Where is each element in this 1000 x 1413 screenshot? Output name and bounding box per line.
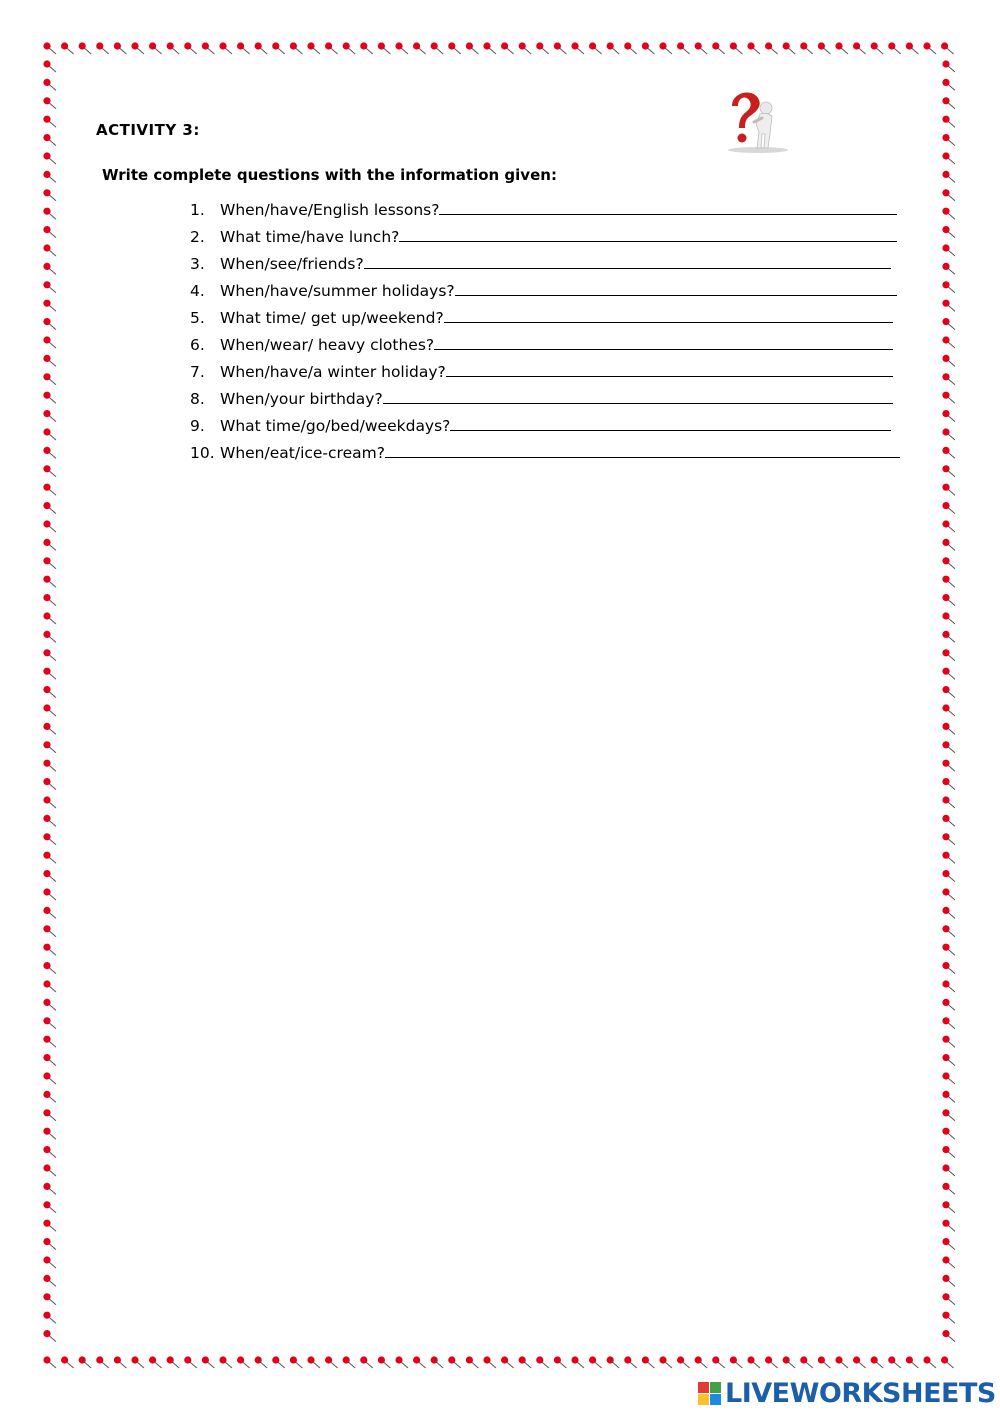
lollipop-icon	[942, 925, 955, 937]
lollipop-icon	[43, 815, 56, 827]
lollipop-icon	[571, 42, 584, 54]
lollipop-icon	[43, 226, 56, 238]
lollipop-icon	[290, 42, 303, 54]
lollipop-icon	[800, 42, 813, 54]
question-prompt: When/eat/ice-cream?	[220, 444, 385, 462]
lollipop-icon	[61, 1356, 74, 1368]
question-number: 8.	[190, 390, 205, 408]
lollipop-icon	[942, 1183, 955, 1195]
logo-blocks-icon	[698, 1382, 721, 1405]
lollipop-icon	[378, 1356, 391, 1368]
lollipop-icon	[942, 686, 955, 698]
lollipop-icon	[43, 1109, 56, 1121]
lollipop-icon	[43, 612, 56, 624]
answer-line[interactable]	[455, 294, 897, 296]
lollipop-icon	[942, 796, 955, 808]
lollipop-icon	[149, 1356, 162, 1368]
lollipop-icon	[942, 1072, 955, 1084]
activity-heading: ACTIVITY 3:	[96, 121, 200, 139]
lollipop-icon	[237, 42, 250, 54]
lollipop-icon	[43, 1330, 56, 1342]
lollipop-icon	[43, 1183, 56, 1195]
lollipop-icon	[290, 1356, 303, 1368]
lollipop-icon	[43, 888, 56, 900]
lollipop-icon	[942, 760, 955, 772]
lollipop-icon	[942, 171, 955, 183]
lollipop-icon	[43, 502, 56, 514]
lollipop-icon	[448, 42, 461, 54]
lollipop-icon	[43, 557, 56, 569]
lollipop-icon	[942, 815, 955, 827]
lollipop-icon	[942, 1293, 955, 1305]
lollipop-icon	[307, 42, 320, 54]
lollipop-icon	[43, 907, 56, 919]
question-item-6	[190, 327, 902, 354]
lollipop-icon	[43, 116, 56, 128]
lollipop-icon	[942, 999, 955, 1011]
question-item-1	[190, 192, 902, 219]
lollipop-icon	[43, 1256, 56, 1268]
question-prompt: When/have/English lessons?	[220, 201, 440, 219]
lollipop-icon	[607, 1356, 620, 1368]
lollipop-icon	[466, 1356, 479, 1368]
lollipop-icon	[712, 42, 725, 54]
lollipop-icon	[942, 1275, 955, 1287]
lollipop-icon	[942, 668, 955, 680]
lollipop-icon	[942, 888, 955, 900]
lollipop-icon	[43, 594, 56, 606]
lollipop-icon	[624, 42, 637, 54]
lollipop-icon	[942, 778, 955, 790]
lollipop-icon	[43, 1146, 56, 1158]
lollipop-icon	[835, 1356, 848, 1368]
lollipop-icon	[571, 1356, 584, 1368]
lollipop-icon	[43, 1164, 56, 1176]
lollipop-icon	[783, 1356, 796, 1368]
lollipop-icon	[942, 189, 955, 201]
lollipop-icon	[184, 1356, 197, 1368]
question-number: 9.	[190, 417, 205, 435]
lollipop-icon	[43, 962, 56, 974]
lollipop-icon	[642, 1356, 655, 1368]
lollipop-icon	[783, 42, 796, 54]
lollipop-icon	[43, 539, 56, 551]
lollipop-icon	[43, 1036, 56, 1048]
lollipop-icon	[43, 870, 56, 882]
lollipop-icon	[906, 42, 919, 54]
lollipop-icon	[536, 42, 549, 54]
lollipop-icon	[43, 1072, 56, 1084]
lollipop-icon	[942, 520, 955, 532]
lollipop-icon	[43, 1293, 56, 1305]
question-item-7	[190, 354, 902, 381]
lollipop-icon	[589, 42, 602, 54]
question-number: 1.	[190, 201, 205, 219]
lollipop-icon	[589, 1356, 602, 1368]
lollipop-icon	[43, 1275, 56, 1287]
lollipop-icon	[167, 42, 180, 54]
lollipop-icon	[747, 1356, 760, 1368]
question-prompt: What time/go/bed/weekdays?	[220, 417, 451, 435]
lollipop-icon	[43, 134, 56, 146]
lollipop-icon	[43, 668, 56, 680]
lollipop-icon	[43, 760, 56, 772]
answer-line[interactable]	[399, 240, 897, 242]
logo-block	[710, 1382, 721, 1393]
question-item-8	[190, 381, 902, 408]
lollipop-icon	[43, 428, 56, 440]
logo-block	[698, 1394, 709, 1405]
lollipop-icon	[360, 42, 373, 54]
lollipop-icon	[942, 1128, 955, 1140]
question-prompt: When/see/friends?	[220, 255, 364, 273]
lollipop-icon	[695, 42, 708, 54]
lollipop-icon	[942, 907, 955, 919]
lollipop-icon	[942, 1201, 955, 1213]
lollipop-icon	[167, 1356, 180, 1368]
lollipop-icon	[395, 1356, 408, 1368]
lollipop-icon	[942, 723, 955, 735]
lollipop-icon	[942, 612, 955, 624]
question-prompt: When/have/summer holidays?	[220, 282, 455, 300]
lollipop-icon	[941, 1356, 954, 1368]
question-prompt: When/have/a winter holiday?	[220, 363, 446, 381]
lollipop-icon	[43, 42, 56, 54]
lollipop-icon	[659, 42, 672, 54]
question-list	[190, 192, 902, 462]
lollipop-icon	[942, 1256, 955, 1268]
answer-line[interactable]	[383, 402, 893, 404]
instruction-text: Write complete questions with the information given:	[102, 166, 557, 184]
lollipop-icon	[942, 484, 955, 496]
lollipop-icon	[43, 189, 56, 201]
question-number: 7.	[190, 363, 205, 381]
answer-line[interactable]	[364, 267, 891, 269]
question-number: 6.	[190, 336, 205, 354]
lollipop-icon	[942, 244, 955, 256]
lollipop-icon	[202, 42, 215, 54]
lollipop-icon	[942, 1312, 955, 1324]
lollipop-icon	[43, 373, 56, 385]
lollipop-icon	[255, 1356, 268, 1368]
lollipop-icon	[942, 576, 955, 588]
lollipop-icon	[448, 1356, 461, 1368]
lollipop-icon	[43, 1356, 56, 1368]
lollipop-icon	[43, 392, 56, 404]
lollipop-icon	[114, 1356, 127, 1368]
lollipop-icon	[43, 465, 56, 477]
lollipop-icon	[43, 1220, 56, 1232]
question-item-3	[190, 246, 902, 273]
lollipop-icon	[942, 870, 955, 882]
question-prompt: What time/have lunch?	[220, 228, 400, 246]
lollipop-icon	[43, 649, 56, 661]
lollipop-icon	[43, 704, 56, 716]
answer-line[interactable]	[439, 213, 897, 215]
lollipop-icon	[131, 1356, 144, 1368]
lollipop-icon	[942, 1146, 955, 1158]
lollipop-icon	[659, 1356, 672, 1368]
lollipop-icon	[395, 42, 408, 54]
question-mark-figure-icon	[718, 84, 794, 154]
lollipop-icon	[43, 447, 56, 459]
lollipop-icon	[942, 392, 955, 404]
lollipop-icon	[942, 1091, 955, 1103]
lollipop-icon	[43, 97, 56, 109]
question-prompt: When/your birthday?	[220, 390, 383, 408]
question-item-10	[190, 435, 902, 462]
lollipop-icon	[519, 42, 532, 54]
lollipop-icon	[818, 1356, 831, 1368]
lollipop-icon	[219, 42, 232, 54]
lollipop-icon	[79, 42, 92, 54]
lollipop-icon	[677, 1356, 690, 1368]
lollipop-icon	[272, 1356, 285, 1368]
lollipop-icon	[272, 42, 285, 54]
lollipop-icon	[765, 1356, 778, 1368]
lollipop-icon	[43, 778, 56, 790]
lollipop-icon	[942, 649, 955, 661]
lollipop-icon	[871, 42, 884, 54]
lollipop-icon	[942, 410, 955, 422]
question-number: 5.	[190, 309, 205, 327]
lollipop-icon	[114, 42, 127, 54]
lollipop-icon	[942, 962, 955, 974]
lollipop-icon	[43, 631, 56, 643]
lollipop-icon	[325, 42, 338, 54]
lollipop-icon	[942, 336, 955, 348]
lollipop-icon	[942, 557, 955, 569]
lollipop-icon	[942, 373, 955, 385]
lollipop-icon	[43, 171, 56, 183]
question-number: 3.	[190, 255, 205, 273]
lollipop-icon	[942, 208, 955, 220]
question-number: 2.	[190, 228, 205, 246]
lollipop-icon	[942, 318, 955, 330]
lollipop-icon	[888, 1356, 901, 1368]
lollipop-icon	[536, 1356, 549, 1368]
lollipop-icon	[941, 42, 954, 54]
lollipop-icon	[942, 281, 955, 293]
lollipop-icon	[43, 741, 56, 753]
lollipop-icon	[942, 704, 955, 716]
lollipop-icon	[695, 1356, 708, 1368]
lollipop-icon	[942, 428, 955, 440]
lollipop-icon	[942, 97, 955, 109]
lollipop-icon	[43, 1054, 56, 1066]
lollipop-icon	[942, 60, 955, 72]
lollipop-icon	[942, 226, 955, 238]
lollipop-icon	[43, 1017, 56, 1029]
lollipop-icon	[853, 1356, 866, 1368]
lollipop-icon	[747, 42, 760, 54]
lollipop-icon	[79, 1356, 92, 1368]
logo-block	[698, 1382, 709, 1393]
lollipop-icon	[219, 1356, 232, 1368]
lollipop-icon	[43, 336, 56, 348]
lollipop-icon	[131, 42, 144, 54]
lollipop-icon	[942, 447, 955, 459]
lollipop-icon	[378, 42, 391, 54]
lollipop-icon	[942, 631, 955, 643]
lollipop-icon	[923, 1356, 936, 1368]
lollipop-icon	[942, 1330, 955, 1342]
lollipop-icon	[343, 42, 356, 54]
question-item-9	[190, 408, 902, 435]
liveworksheets-logo[interactable]	[698, 1378, 996, 1408]
lollipop-icon	[730, 1356, 743, 1368]
lollipop-icon	[871, 1356, 884, 1368]
lollipop-icon	[43, 300, 56, 312]
lollipop-icon	[237, 1356, 250, 1368]
lollipop-icon	[43, 244, 56, 256]
lollipop-icon	[43, 796, 56, 808]
lollipop-icon	[501, 42, 514, 54]
lollipop-icon	[43, 686, 56, 698]
lollipop-icon	[43, 208, 56, 220]
lollipop-icon	[607, 42, 620, 54]
lollipop-icon	[942, 1220, 955, 1232]
lollipop-icon	[835, 42, 848, 54]
lollipop-icon	[554, 1356, 567, 1368]
lollipop-icon	[413, 1356, 426, 1368]
lollipop-icon	[942, 1164, 955, 1176]
answer-line[interactable]	[446, 375, 893, 377]
lollipop-icon	[942, 79, 955, 91]
lollipop-icon	[624, 1356, 637, 1368]
lollipop-icon	[307, 1356, 320, 1368]
lollipop-icon	[96, 1356, 109, 1368]
question-item-4	[190, 273, 902, 300]
lollipop-icon	[43, 833, 56, 845]
lollipop-icon	[43, 60, 56, 72]
lollipop-icon	[43, 999, 56, 1011]
lollipop-icon	[96, 42, 109, 54]
question-item-2	[190, 219, 902, 246]
lollipop-icon	[942, 263, 955, 275]
lollipop-icon	[343, 1356, 356, 1368]
lollipop-icon	[431, 1356, 444, 1368]
lollipop-icon	[43, 925, 56, 937]
lollipop-icon	[43, 520, 56, 532]
lollipop-icon	[942, 1017, 955, 1029]
lollipop-icon	[942, 852, 955, 864]
question-prompt: What time/ get up/weekend?	[220, 309, 444, 327]
lollipop-icon	[730, 42, 743, 54]
question-number: 10.	[190, 444, 215, 462]
lollipop-icon	[325, 1356, 338, 1368]
lollipop-icon	[413, 42, 426, 54]
lollipop-icon	[942, 116, 955, 128]
lollipop-icon	[677, 42, 690, 54]
lollipop-icon	[184, 42, 197, 54]
lollipop-icon	[431, 42, 444, 54]
lollipop-icon	[942, 1238, 955, 1250]
question-number: 4.	[190, 282, 205, 300]
lollipop-icon	[43, 410, 56, 422]
answer-line[interactable]	[385, 456, 900, 458]
lollipop-icon	[43, 484, 56, 496]
lollipop-icon	[942, 502, 955, 514]
lollipop-icon	[483, 42, 496, 54]
lollipop-icon	[818, 42, 831, 54]
lollipop-icon	[712, 1356, 725, 1368]
lollipop-icon	[501, 1356, 514, 1368]
lollipop-icon	[853, 42, 866, 54]
lollipop-icon	[942, 134, 955, 146]
lollipop-icon	[942, 1109, 955, 1121]
lollipop-icon	[202, 1356, 215, 1368]
lollipop-icon	[43, 152, 56, 164]
question-prompt: When/wear/ heavy clothes?	[220, 336, 435, 354]
lollipop-icon	[43, 318, 56, 330]
lollipop-icon	[43, 1312, 56, 1324]
lollipop-icon	[765, 42, 778, 54]
answer-line[interactable]	[434, 348, 893, 350]
answer-line[interactable]	[450, 429, 891, 431]
lollipop-icon	[519, 1356, 532, 1368]
lollipop-icon	[942, 1036, 955, 1048]
lollipop-icon	[942, 833, 955, 845]
lollipop-icon	[255, 42, 268, 54]
lollipop-icon	[43, 1238, 56, 1250]
lollipop-icon	[43, 852, 56, 864]
lollipop-icon	[43, 980, 56, 992]
lollipop-icon	[923, 42, 936, 54]
lollipop-icon	[942, 741, 955, 753]
lollipop-icon	[43, 281, 56, 293]
answer-line[interactable]	[444, 321, 893, 323]
logo-block	[710, 1394, 721, 1405]
lollipop-icon	[942, 152, 955, 164]
lollipop-icon	[888, 42, 901, 54]
lollipop-icon	[554, 42, 567, 54]
lollipop-icon	[800, 1356, 813, 1368]
lollipop-icon	[43, 1201, 56, 1213]
lollipop-icon	[942, 1054, 955, 1066]
lollipop-icon	[61, 42, 74, 54]
lollipop-icon	[942, 465, 955, 477]
lollipop-icon	[43, 723, 56, 735]
lollipop-icon	[43, 355, 56, 367]
lollipop-icon	[942, 355, 955, 367]
lollipop-icon	[43, 79, 56, 91]
lollipop-icon	[906, 1356, 919, 1368]
lollipop-icon	[942, 980, 955, 992]
lollipop-icon	[360, 1356, 373, 1368]
lollipop-icon	[43, 1128, 56, 1140]
logo-text: LIVEWORKSHEETS	[725, 1377, 996, 1409]
lollipop-icon	[43, 944, 56, 956]
lollipop-icon	[43, 576, 56, 588]
lollipop-icon	[942, 539, 955, 551]
lollipop-icon	[43, 263, 56, 275]
lollipop-icon	[149, 42, 162, 54]
lollipop-icon	[483, 1356, 496, 1368]
question-item-5	[190, 300, 902, 327]
lollipop-icon	[43, 1091, 56, 1103]
lollipop-icon	[942, 594, 955, 606]
lollipop-icon	[942, 300, 955, 312]
lollipop-icon	[466, 42, 479, 54]
lollipop-icon	[642, 42, 655, 54]
lollipop-icon	[942, 944, 955, 956]
